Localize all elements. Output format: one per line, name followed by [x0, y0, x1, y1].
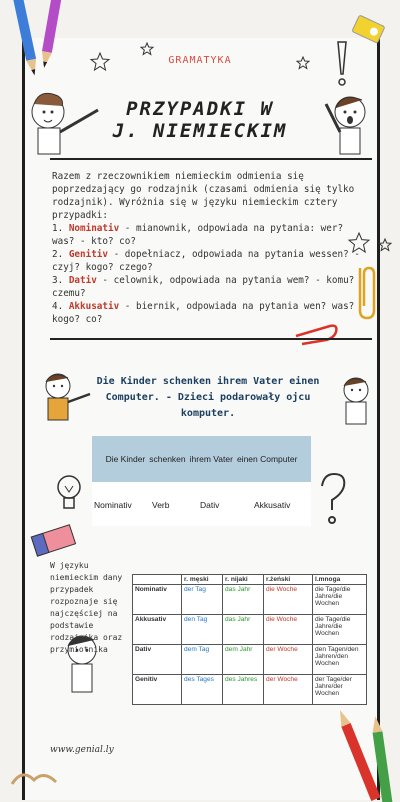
sentence-role: Verb — [152, 500, 170, 510]
cell-plural: die Tage/die Jahre/die Wochen — [313, 615, 367, 645]
cell-neuter: dem Jahr — [223, 645, 264, 675]
cell-plural: die Tage/die Jahre/die Wochen — [313, 585, 367, 615]
title-line-1: PRZYPADKI W — [126, 98, 274, 120]
eraser-illustration — [30, 522, 80, 562]
sentence-word: ihrem Vater — [189, 454, 233, 464]
column-header: l.mnoga — [313, 575, 367, 585]
pencil-decoration-top-left — [8, 0, 68, 80]
column-header: r. męski — [182, 575, 223, 585]
case-item-1: 1. Nominativ - mianownik, odpowiada na pytania: wer? was? - kto? co? — [52, 223, 344, 247]
question-mark-icon — [314, 472, 350, 532]
row-header: Nominativ — [133, 585, 182, 615]
cell-masculine: den Tag — [182, 615, 223, 645]
case-item-4: 4. Akkusativ - biernik, odpowiada na pytania wen? was? kogo? co? — [52, 301, 355, 325]
cell-masculine: des Tages — [182, 675, 223, 705]
row-header: Dativ — [133, 645, 182, 675]
row-header: Genitiv — [133, 675, 182, 705]
sentence-word: Die Kinder — [105, 454, 146, 464]
table-row — [133, 675, 367, 705]
cell-feminine: der Woche — [264, 645, 313, 675]
cell-feminine: die Woche — [264, 585, 313, 615]
divider-middle — [50, 338, 372, 340]
cell-masculine: der Tag — [182, 585, 223, 615]
column-header: r.żeński — [264, 575, 313, 585]
footer-link[interactable]: www.genial.ly — [50, 745, 114, 755]
cell-neuter: das Jahr — [223, 585, 264, 615]
category-label: GRAMATYKA — [168, 55, 232, 66]
star-icon — [378, 238, 392, 252]
case-item-3: 3. Dativ - celownik, odpowiada na pytania wem? - komu? czemu? — [52, 275, 355, 299]
declension-table — [132, 574, 367, 705]
divider-top — [50, 158, 372, 160]
cell-plural: der Tage/der Jahre/der Wochen — [313, 675, 367, 705]
cell-feminine: die Woche — [264, 615, 313, 645]
example-sentence: Die Kinder schenken ihrem Vater einen Computer. - Dzieci podarowały ojcu komputer. — [96, 376, 320, 419]
cell-feminine: der Woche — [264, 675, 313, 705]
row-header: Akkusativ — [133, 615, 182, 645]
sentence-words-row — [92, 436, 311, 482]
table-row — [133, 585, 367, 615]
pencil-decoration-bottom-right — [330, 712, 400, 802]
sentence-role: Nominativ — [94, 500, 132, 510]
cell-plural: den Tagen/den Jahren/den Wochen — [313, 645, 367, 675]
table-header-row — [133, 575, 367, 585]
case-item-2: 2. Genitiv - dopełniacz, odpowiada na pytania wessen? - czyj? kogo? czego? — [52, 249, 360, 273]
column-header — [133, 575, 182, 585]
case-name: Akkusativ — [68, 301, 120, 312]
star-icon — [140, 42, 154, 56]
sentence-word: einen Computer — [236, 454, 298, 464]
title-line-2: J. NIEMIECKIM — [112, 120, 288, 142]
sentence-word: schenken — [149, 454, 186, 464]
table-row — [133, 615, 367, 645]
cell-masculine: dem Tag — [182, 645, 223, 675]
case-name: Nominativ — [68, 223, 120, 234]
cell-neuter: des Jahres — [223, 675, 264, 705]
case-name: Dativ — [68, 275, 97, 286]
column-header: r. nijaki — [223, 575, 264, 585]
boy-exclaiming-illustration — [318, 84, 378, 164]
lightbulb-icon — [54, 472, 84, 518]
sentence-role: Akkusativ — [254, 500, 291, 510]
sharpener-decoration — [348, 10, 388, 50]
page-title — [95, 98, 305, 142]
pencil-shavings-illustration — [8, 764, 68, 794]
sentence-roles-row — [92, 482, 311, 526]
side-note: W języku niemieckim dany przypadek rozpoznaje się najczęściej na podstawie rodzajnika oraz przymiotnika — [50, 561, 123, 654]
cell-neuter: das Jahr — [223, 615, 264, 645]
intro-paragraph: Razem z rzeczownikiem niemieckim odmienia się poprzedzający go rodzajnik (czasami odmienia się tylko rodzajnik). Wyróżnia się w języku niemieckim cztery przypadki: — [52, 171, 355, 221]
case-name: Genitiv — [68, 249, 108, 260]
sentence-role: Dativ — [200, 500, 220, 510]
table-row — [133, 645, 367, 675]
intro-text — [52, 170, 370, 326]
